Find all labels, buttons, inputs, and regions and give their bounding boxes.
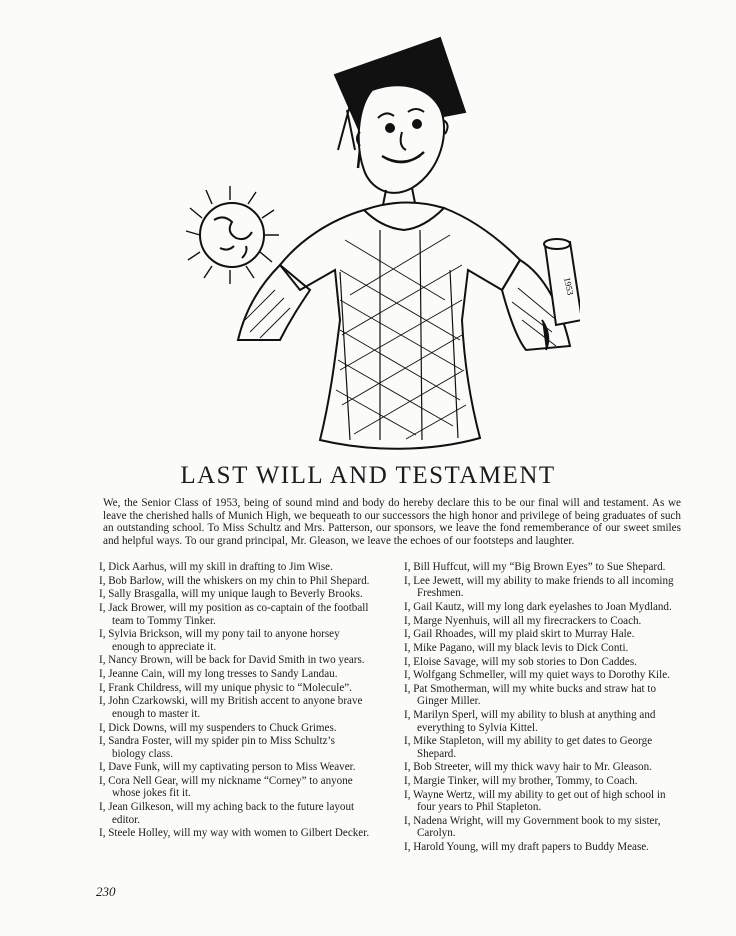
intro-paragraph: We, the Senior Class of 1953, being of sound mind and body do hereby declare this to be our final will and testament. As we leave the cherished halls of Munich High, we bequeath to our successors the high honor and privilege of being graduates of such an outstanding school. To Miss Schultz and Mrs. Patterson, our sponsors, we leave the fond rememberance of our sweet smiles and helpful ways. To our grand principal, Mr. Gleason, we leave the echoes of our footsteps and laughter. [103,497,681,547]
will-entry: I, Sylvia Brickson, will my pony tail to anyone horsey enough to appreciate it. [99,628,340,653]
diploma-year: 1953 [562,276,576,297]
will-entry: I, Jeanne Cain, will my long tresses to Sandy Landau. [99,668,338,681]
will-entry: I, Sally Brasgalla, will my unique laugh to Beverly Brooks. [99,588,363,601]
page-number: 230 [96,884,116,899]
diploma-scroll-icon [545,242,580,325]
will-entry: I, Marilyn Sperl, will my ability to blush at anything and everything to Sylvia Kittel. [404,709,656,734]
will-entry: I, Nancy Brown, will be back for David Smith in two years. [99,654,365,667]
will-entry: I, Steele Holley, will my way with women to Gilbert Decker. [99,827,370,840]
will-entry: I, Frank Childress, will my unique physic to “Molecule”. [99,681,352,694]
wills-right-column [404,561,680,855]
will-entry: I, Eloise Savage, will my sob stories to Don Caddes. [404,655,637,668]
will-entry: I, Dave Funk, will my captivating person to Miss Weaver. [99,761,356,774]
will-entry: I, Lee Jewett, will my ability to make friends to all incoming Freshmen. [404,574,674,600]
will-entry: I, Bob Streeter, will my thick wavy hair to Mr. Gleason. [404,761,652,774]
will-entry: I, Bob Barlow, will the whiskers on my chin to Phil Shepard. [99,574,370,587]
will-entry: I, Mike Stapleton, will my ability to get dates to George Shepard. [404,735,653,760]
will-entry: I, Sandra Foster, will my spider pin to Miss Schultz’s biology class. [99,735,335,760]
will-entry: I, Dick Downs, will my suspenders to Chuck Grimes. [99,721,337,734]
will-entry: I, Dick Aarhus, will my skill in drafting to Jim Wise. [99,561,333,573]
page-title: LAST WILL AND TESTAMENT [180,462,556,489]
will-entry: I, Wayne Wertz, will my ability to get out of high school in four years to Phil Stapleton. [404,788,666,814]
will-entry: I, Mike Pagano, will my black levis to Dick Conti. [404,641,629,654]
will-entry: I, Jack Brower, will my position as co-captain of the football team to Tommy Tinker. [99,602,369,627]
will-entry: I, Gail Rhoades, will my plaid skirt to Murray Hale. [404,628,635,641]
will-entry: I, Pat Smotherman, will my white bucks and straw hat to Ginger Miller. [404,683,657,708]
will-entry: I, Wolfgang Schmeller, will my quiet ways to Dorothy Kile. [404,669,670,682]
wills-left-column [99,561,371,841]
will-entry: I, Gail Kautz, will my long dark eyelashes to Joan Mydland. [404,600,672,613]
will-entry: I, Jean Gilkeson, will my aching back to the future layout editor. [99,801,355,826]
will-entry: I, Harold Young, will my draft papers to Buddy Mease. [404,840,649,853]
graduate-illustration [150,20,580,460]
will-entry: I, Nadena Wright, will my Government book to my sister, Carolyn. [404,814,661,840]
will-entry: I, Cora Nell Gear, will my nickname “Corney” to anyone whose jokes fit it. [99,775,353,800]
will-entry: I, John Czarkowski, will my British accent to anyone brave enough to master it. [99,695,363,720]
will-entry: I, Bill Huffcut, will my “Big Brown Eyes” to Sue Shepard. [404,561,666,573]
will-entry: I, Marge Nyenhuis, will all my firecrackers to Coach. [404,614,642,627]
will-entry: I, Margie Tinker, will my brother, Tommy, to Coach. [404,775,638,788]
